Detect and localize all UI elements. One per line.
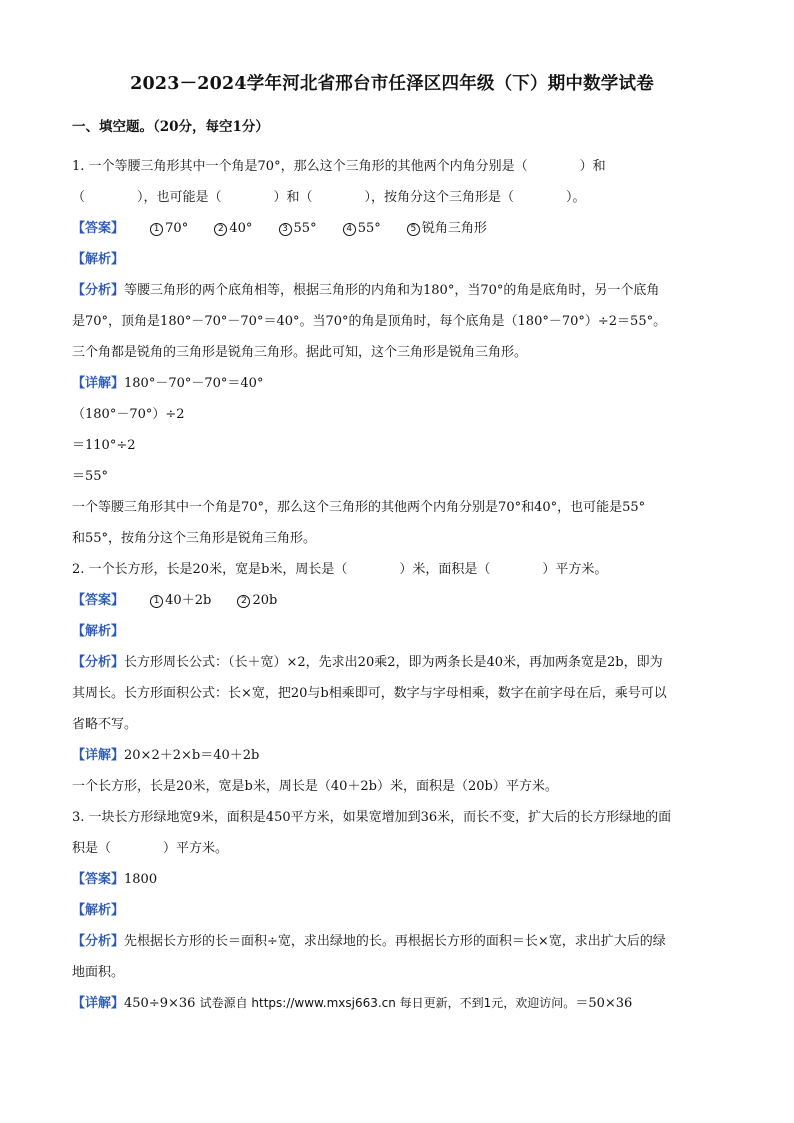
q2-fenxi-2: 其周长。长方形面积公式：长×宽，把20与b相乘即可，数字与字母相乘，数字在前字母在后，乘号可以	[72, 686, 667, 701]
q1-calc-2: （180°－70°）÷2	[72, 407, 185, 422]
q1-line-1: 1. 一个等腰三角形其中一个角是70°，那么这个三角形的其他两个内角分别是（ ）和	[72, 159, 606, 174]
source-note: 试卷源自 https://www.mxsj663.cn 每日更新，不到1元，欢迎访问。	[199, 996, 576, 1010]
q1-answer-3: 3 55°	[279, 213, 317, 244]
analysis-tag: 【解析】	[72, 252, 125, 267]
q1-answer-5: 5 锐角三角形	[407, 213, 487, 244]
q3-line-1: 3. 一块长方形绿地宽9米，面积是450平方米，如果宽增加到36米，而长不变，扩大后的长方形绿地的面	[72, 810, 672, 825]
q1-analysis-row	[72, 244, 732, 275]
q1-answer-row	[72, 213, 732, 244]
q1-line-2: （ ），也可能是（ ）和（ ），按角分这个三角形是（ ）。	[72, 190, 586, 205]
answer-tag: 【答案】	[72, 221, 125, 236]
q1-fenxi-3: 三个角都是锐角的三角形是锐角三角形。据此可知，这个三角形是锐角三角形。	[72, 345, 528, 360]
q1-answer-4: 4 55°	[343, 213, 381, 244]
q1-detail-1: 【详解】180°－70°－70°＝40°	[72, 376, 264, 391]
q2-answer-row	[72, 585, 732, 616]
detail-tag: 【详解】	[72, 996, 125, 1011]
q3-line-2: 积是（ ）平方米。	[72, 841, 229, 856]
fenxi-tag: 【分析】	[72, 655, 125, 670]
q1-answer-1: 1 70°	[150, 213, 188, 244]
q1-answer-2: 2 40°	[214, 213, 252, 244]
q1-calc-4: ＝55°	[72, 469, 109, 484]
answer-tag: 【答案】	[72, 872, 125, 887]
q3-fenxi-2: 地面积。	[72, 965, 125, 980]
q1-fenxi-1: 【分析】等腰三角形的两个底角相等，根据三角形的内角和为180°，当70°的角是底角时，另一个底角	[72, 283, 660, 298]
q1-conclusion-1: 一个等腰三角形其中一个角是70°，那么这个三角形的其他两个内角分别是70°和40°，也可能是55°	[72, 500, 646, 515]
q3-detail-1: 【详解】450÷9×36 试卷源自 https://www.mxsj663.cn 每日更新，不到1元，欢迎访问。＝50×36	[72, 996, 633, 1011]
q2-detail-1: 【详解】20×2＋2×b＝40＋2b	[72, 748, 260, 763]
q2-analysis-row	[72, 616, 732, 647]
q1-conclusion-2: 和55°，按角分这个三角形是锐角三角形。	[72, 531, 317, 546]
q2-fenxi-1: 【分析】长方形周长公式：（长＋宽）×2，先求出20乘2，即为两条长是40米，再加两条宽是2b，即为	[72, 655, 663, 670]
q2-conclusion-1: 一个长方形，长是20米，宽是b米，周长是（40＋2b）米，面积是（20b）平方米。	[72, 779, 558, 794]
q2-answer-2: 2 20b	[237, 585, 277, 616]
page-title: 2023－2024学年河北省邢台市任泽区四年级（下）期中数学试卷	[130, 74, 654, 94]
analysis-tag: 【解析】	[72, 903, 125, 918]
section-heading: 一、填空题。（20分，每空1分）	[72, 119, 269, 135]
q3-answer: 1800	[124, 872, 158, 887]
q3-analysis-row	[72, 895, 732, 926]
q1-fenxi-2: 是70°，顶角是180°－70°－70°＝40°。当70°的角是顶角时，每个底角是（180°－70°）÷2＝55°。	[72, 314, 667, 329]
analysis-tag: 【解析】	[72, 624, 125, 639]
q3-fenxi-1: 【分析】先根据长方形的长＝面积÷宽，求出绿地的长。再根据长方形的面积＝长×宽，求出扩大后的绿	[72, 934, 666, 949]
q2-fenxi-3: 省略不写。	[72, 717, 138, 732]
fenxi-tag: 【分析】	[72, 934, 125, 949]
document-page	[72, 70, 732, 1019]
q3-answer-row	[72, 864, 732, 895]
answer-tag: 【答案】	[72, 593, 125, 608]
fenxi-tag: 【分析】	[72, 283, 125, 298]
q2-answer-1: 1 40＋2b	[150, 585, 211, 616]
detail-tag: 【详解】	[72, 376, 125, 391]
q1-calc-3: ＝110°÷2	[72, 438, 136, 453]
q2-line-1: 2. 一个长方形，长是20米，宽是b米，周长是（ ）米，面积是（ ）平方米。	[72, 562, 608, 577]
detail-tag: 【详解】	[72, 748, 125, 763]
